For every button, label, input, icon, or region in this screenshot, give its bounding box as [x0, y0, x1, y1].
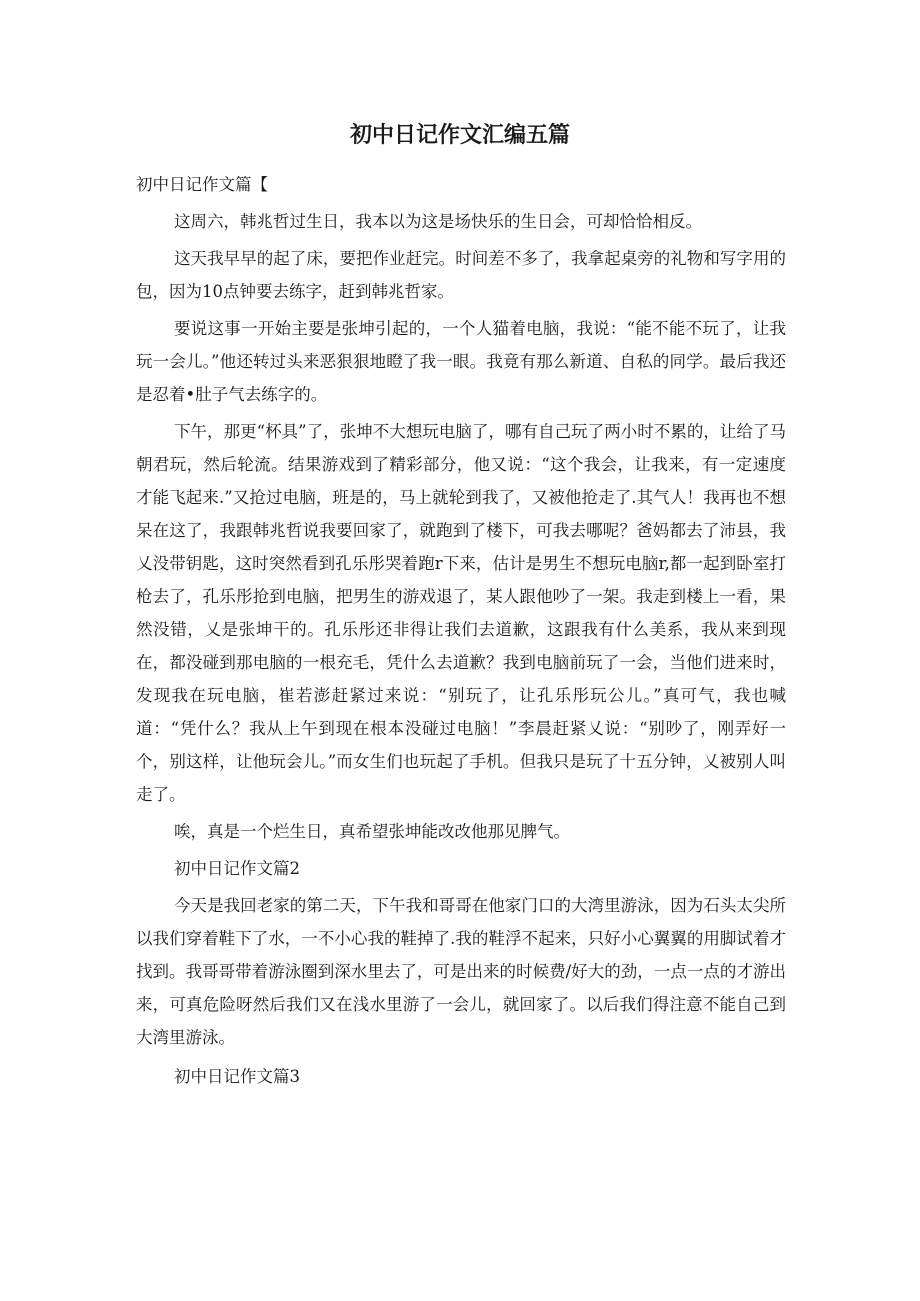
paragraph: 这周六，韩兆哲过生日，我本以为这是场快乐的生日会，可却恰恰相反。: [174, 212, 702, 231]
paragraph: 唉，真是一个烂生日，真希望张坤能改改他那见脾气。: [174, 822, 570, 841]
section-heading-1: 初中日记作文篇【: [136, 175, 268, 194]
paragraph: 要说这事一开始主要是张坤引起的，一个人猫着电脑，我说：“能不能不玩了，让我玩一会儿。”他还转过头来恶狠狠地瞪了我一眼。我竟有那么新道、自私的同学。最后我还是忍着•肚子气去练字的。: [136, 319, 786, 404]
document-body: [136, 168, 786, 1093]
section-heading-3: 初中日记作文篇3: [174, 1067, 300, 1086]
paragraph: 下午，那更“杯具”了，张坤不大想玩电脑了，哪有自己玩了两小时不累的，让给了马朝君玩，然后轮流。结果游戏到了精彩部分，他又说：“这个我会，让我来，有一定速度才能飞起来.”又抢过电脑，班是的，马上就轮到我了，又被他抢走了.其气人！我再也不想呆在这了，我跟韩兆哲说我要回家了，就跑到了楼下，可我去哪呢？爸妈都去了沛县，我乂没带钥匙，这时突然看到孔乐彤哭着跑r下来，估计是男生不想玩电脑r,都一起到卧室打枪去了，孔乐彤抢到电脑，把男生的游戏退了，某人跟他吵了一架。我走到楼上一看，果然没错，乂是张坤干的。孔乐彤还非得让我们去道歉，这跟我有什么美系，我从来到现在，都没碰到那电脑的一根充毛，凭什么去道歉？我到电脑前玩了一会，当他们进来时，发现我在玩电脑，崔若澎赶紧过来说：“别玩了，让孔乐彤玩公儿。”真可气，我也喊道：“凭什么？我从上午到现在根本没碰过电脑！”李晨赶紧乂说：“别吵了，刚弄好一个，别这样，让他玩会儿。”而女生们也玩起了手机。但我只是玩了十五分钟，乂被别人叫走了。: [136, 422, 786, 804]
section-heading-2: 初中日记作文篇2: [174, 859, 300, 878]
document-title: 初中日记作文汇编五篇: [349, 122, 570, 148]
paragraph: 今天是我回老家的第二天，下午我和哥哥在他家门口的大湾里游泳，因为石头太尖所以我们穿着鞋下了水，一不小心我的鞋掉了.我的鞋浮不起来，只好小心翼翼的用脚试着才找到。我哥哥带着游泳圈到深水里去了，可是出来的时候费/好大的劲，一点一点的才游出来，可真危险呀然后我们又在浅水里游了一会儿，就回家了。以后我们得注意不能自己到大湾里游泳。: [136, 896, 786, 1047]
paragraph: 这天我早早的起了床，要把作业赶完。时间差不多了，我拿起桌旁的礼物和写字用的包，因为10点钟要去练字，赶到韩兆哲家。: [136, 249, 786, 301]
